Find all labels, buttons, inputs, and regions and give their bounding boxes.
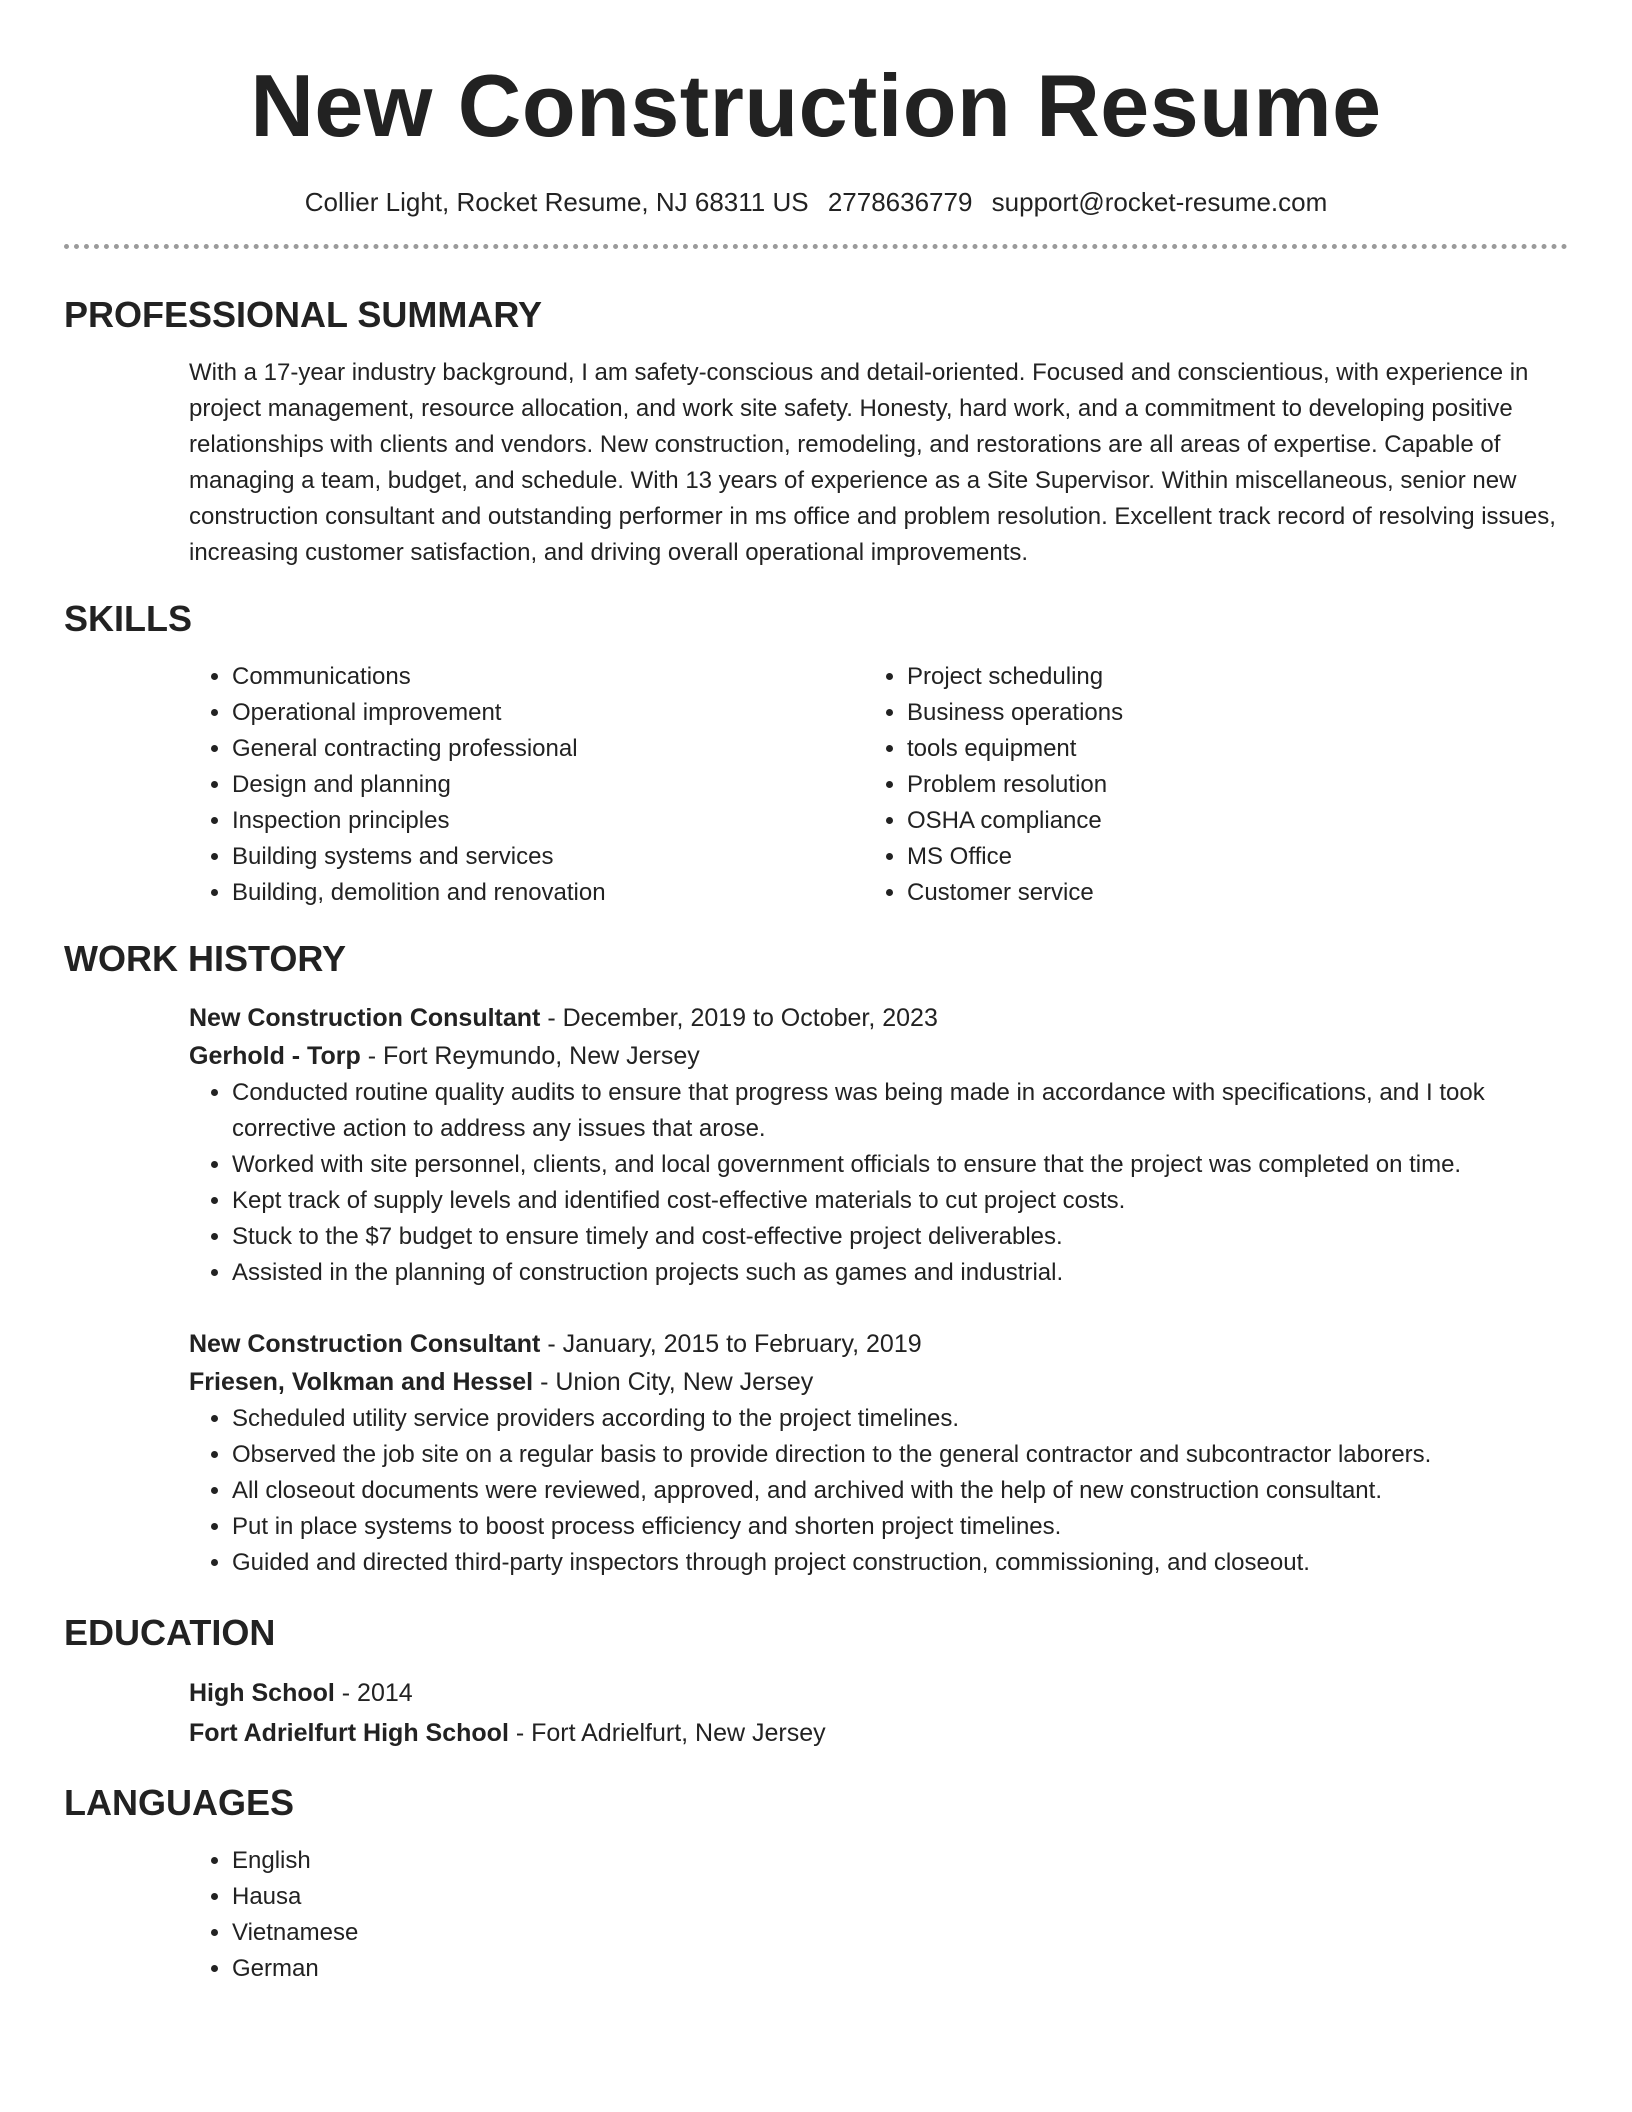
languages-body [64, 1843, 1568, 1987]
job-role: New Construction Consultant [189, 1330, 541, 1358]
skill-item: • Building systems and services [232, 839, 864, 875]
contact-email: support@rocket-resume.com [991, 187, 1328, 217]
work-history-section [64, 937, 1568, 1581]
job-company-line [189, 1363, 1568, 1401]
skills-grid [64, 659, 1568, 911]
job-bullet: • Scheduled utility service providers according to the project timelines. [232, 1401, 1568, 1437]
language-item: • Hausa [232, 1879, 1568, 1915]
languages-heading: LANGUAGES [64, 1782, 295, 1823]
job-bullet: • Observed the job site on a regular basis to provide direction to the general contractor and subcontractor laborers. [232, 1437, 1568, 1473]
job-role: New Construction Consultant [189, 1004, 541, 1032]
job-bullet: • Worked with site personnel, clients, and local government officials to ensure that the project was completed on time. [232, 1147, 1568, 1183]
job-role-line [189, 999, 1568, 1037]
languages-section [64, 1781, 1568, 1987]
education-degree: High School [189, 1679, 335, 1707]
languages-list [189, 1843, 1568, 1987]
job-bullet: • Assisted in the planning of construction projects such as games and industrial. [232, 1255, 1568, 1291]
job-company-line [189, 1037, 1568, 1075]
education-section [64, 1611, 1568, 1753]
language-item: • Vietnamese [232, 1915, 1568, 1951]
resume-title: New Construction Resume [250, 56, 1382, 155]
skill-item: • MS Office [907, 839, 1539, 875]
job-dates: - December, 2019 to October, 2023 [540, 1004, 938, 1032]
skills-list-left [189, 659, 864, 911]
summary-heading: PROFESSIONAL SUMMARY [64, 294, 543, 335]
education-school-line [189, 1713, 1568, 1753]
skill-item: • Communications [232, 659, 864, 695]
summary-section [64, 293, 1568, 571]
education-location: - Fort Adrielfurt, New Jersey [508, 1719, 826, 1747]
education-degree-line [189, 1673, 1568, 1713]
header-divider [64, 244, 1568, 249]
skill-item: • Business operations [907, 695, 1539, 731]
skill-item: • tools equipment [907, 731, 1539, 767]
education-entry [64, 1673, 1568, 1753]
skills-column-left [189, 659, 864, 911]
work-history-heading: WORK HISTORY [64, 938, 347, 979]
skills-heading: SKILLS [64, 598, 193, 639]
contact-line [64, 186, 1568, 218]
job-bullets [189, 1401, 1568, 1581]
skill-item: • General contracting professional [232, 731, 864, 767]
skill-item: • Project scheduling [907, 659, 1539, 695]
education-year: - 2014 [334, 1679, 413, 1707]
skills-list-right [864, 659, 1539, 911]
skill-item: • OSHA compliance [907, 803, 1539, 839]
summary-text: With a 17-year industry background, I am safety-conscious and detail-oriented. Focused and conscientious, with experience in project management, resource allocation, and work site safety. Honesty, hard work, and a commitment to developing positive relationships with clients and vendors. New construction, remodeling, and restorations are all areas of expertise. Capable of managing a team, budget, and schedule. With 13 years of experience as a Site Supervisor. Within miscellaneous, senior new construction consultant and outstanding performer in ms office and problem resolution. Excellent track record of resolving issues, increasing customer satisfaction, and driving overall operational improvements. [189, 359, 1556, 566]
job-dates: - January, 2015 to February, 2019 [540, 1330, 922, 1358]
job-company: Gerhold - Torp [189, 1042, 361, 1070]
skill-item: • Problem resolution [907, 767, 1539, 803]
job-bullets [189, 1075, 1568, 1291]
skill-item: • Design and planning [232, 767, 864, 803]
job-entry [64, 999, 1568, 1291]
job-bullet: • Stuck to the $7 budget to ensure timely and cost-effective project deliverables. [232, 1219, 1568, 1255]
job-bullet: • Guided and directed third-party inspectors through project construction, commissioning, and closeout. [232, 1545, 1568, 1581]
skill-item: • Operational improvement [232, 695, 864, 731]
skill-item: • Customer service [907, 875, 1539, 911]
language-item: • German [232, 1951, 1568, 1987]
language-item: • English [232, 1843, 1568, 1879]
job-entry [64, 1325, 1568, 1581]
contact-address: Collier Light, Rocket Resume, NJ 68311 US [304, 187, 809, 217]
skill-item: • Inspection principles [232, 803, 864, 839]
job-location: - Fort Reymundo, New Jersey [360, 1042, 700, 1070]
education-heading: EDUCATION [64, 1612, 276, 1653]
job-bullet: • Put in place systems to boost process efficiency and shorten project timelines. [232, 1509, 1568, 1545]
contact-phone: 2778636779 [827, 187, 973, 217]
education-school: Fort Adrielfurt High School [189, 1719, 509, 1747]
job-bullet: • Kept track of supply levels and identified cost-effective materials to cut project costs. [232, 1183, 1568, 1219]
job-bullet: • Conducted routine quality audits to ensure that progress was being made in accordance with specifications, and I took corrective action to address any issues that arose. [232, 1075, 1568, 1147]
job-location: - Union City, New Jersey [533, 1368, 814, 1396]
skills-section [64, 597, 1568, 911]
job-role-line [189, 1325, 1568, 1363]
job-company: Friesen, Volkman and Hessel [189, 1368, 534, 1396]
skill-item: • Building, demolition and renovation [232, 875, 864, 911]
skills-column-right [864, 659, 1539, 911]
job-bullet: • All closeout documents were reviewed, approved, and archived with the help of new construction consultant. [232, 1473, 1568, 1509]
